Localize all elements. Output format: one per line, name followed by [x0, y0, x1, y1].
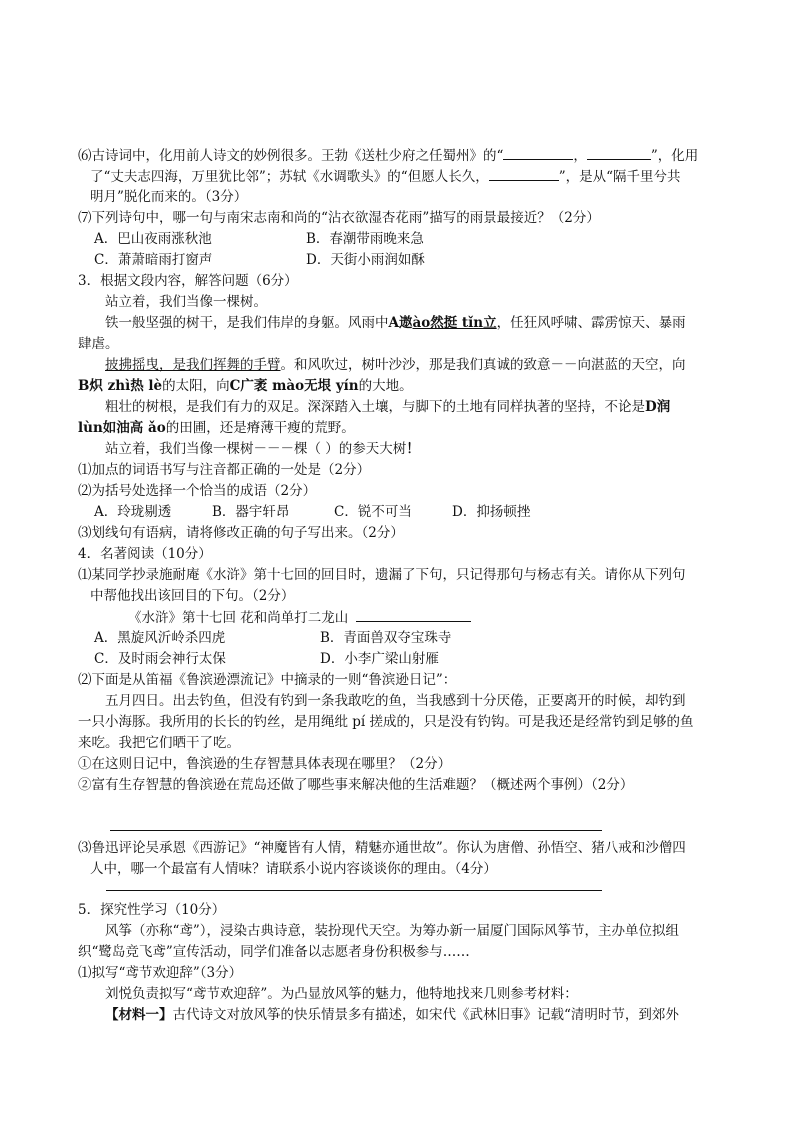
answer-blank[interactable]	[503, 145, 573, 160]
q7-option-b[interactable]: B．春潮带雨晚来急	[306, 231, 424, 247]
s4-diary-line4: ①在这则日记中，鲁滨逊的生存智慧具体表现在哪里？（2分）	[78, 756, 452, 772]
s3-para1: 站立着，我们当像一棵树。	[105, 294, 267, 310]
s4-diary-line1: 五月四日。出去钓鱼，但没有钓到一条我敢吃的鱼，当我感到十分厌倦，正要离开的时候，却钓到	[105, 693, 686, 709]
s3-para3-line1: 披拂摇曳，是我们挥舞的手臂。和风吹过，树叶沙沙，那是我们真诚的致意－－向湛蓝的天空，向	[105, 357, 686, 373]
q7-option-d[interactable]: D．天街小雨润如酥	[306, 252, 425, 268]
s3-para2-line2: 肆虐。	[78, 336, 119, 352]
s3-option-d[interactable]: D．抑扬顿挫	[452, 504, 531, 520]
s5-intro-line2: 织“鹭岛竞飞鸢”宣传活动，同学们准备以志愿者身份积极参与……	[78, 944, 470, 960]
s5-material-1: 【材料一】古代诗文对放风筝的快乐情景多有描述，如宋代《武林旧事》记载“清明时节，到郊外	[105, 1007, 679, 1023]
s4-option-d[interactable]: D．小李广梁山射雁	[320, 651, 439, 667]
s3-para4-line1: 粗壮的树根，是我们有力的双足。深深踏入土壤，与脚下的土地有同样执著的坚持，不论是D润	[105, 399, 671, 415]
s5-intro-line1: 风筝（亦称“鸢”），浸染古典诗意，装扮现代天空。为筹办新一届厦门国际风筝节，主办单位拟组	[105, 923, 680, 939]
s4-option-a[interactable]: A．黑旋风沂岭杀四虎	[94, 630, 226, 646]
s4-option-b[interactable]: B．青面兽双夺宝珠寺	[320, 630, 452, 646]
s5-q1: ⑴拟写“鸢节欢迎辞”（3分）	[78, 965, 243, 981]
s3-option-b[interactable]: B．器宇轩昂	[212, 504, 290, 520]
s4-chapter-line: 《水浒》第十七回 花和尚单打二龙山	[128, 607, 471, 628]
answer-blank[interactable]	[489, 166, 559, 181]
s5-q1-desc: 刘悦负责拟写“鸢节欢迎辞”。为凸显放风筝的魅力，他特地找来几则参考材料：	[105, 986, 578, 1002]
s3-sub3: ⑶划线句有语病，请将修改正确的句子写出来。（2分）	[78, 525, 404, 541]
q6-line1: ⑹古诗词中，化用前人诗文的妙例很多。王勃《送杜少府之任蜀州》的“ ， ”，化用	[78, 145, 698, 166]
s4-q2-stem: ⑵下面是从笛福《鲁滨逊漂流记》中摘录的一则“鲁滨逊日记”：	[78, 672, 457, 688]
answer-line[interactable]	[106, 890, 602, 891]
s3-para5: 站立着，我们当像一棵树－－－棵（ ）的参天大树！	[105, 441, 420, 457]
q7-option-a[interactable]: A．巴山夜雨涨秋池	[94, 231, 212, 247]
section3-title: 3．根据文段内容，解答问题（6分）	[78, 273, 298, 289]
s4-q1-line1: ⑴某同学抄录施耐庵《水浒》第十七回的回目时，遗漏了下句，只记得那句与杨志有关。请你从下列句	[78, 567, 686, 583]
answer-line[interactable]	[110, 830, 602, 831]
s3-sub1: ⑴加点的词语书写与注音都正确的一处是（2分）	[78, 462, 371, 478]
s4-q3-line1: ⑶鲁迅评论吴承恩《西游记》“神魔皆有人情，精魅亦通世故”。你认为唐僧、孙悟空、猪八戒和沙僧四	[78, 840, 686, 856]
q6-line2: 了“丈夫志四海，万里犹比邻”；苏轼《水调歌头》的“但愿人长久， ”，是从“隔千里兮共	[90, 166, 681, 187]
s4-option-c[interactable]: C．及时雨会神行太保	[94, 651, 226, 667]
section4-title: 4．名著阅读（10分）	[78, 546, 212, 562]
s4-q3-line2: 人中，哪一个最富有人情味？请联系小说内容谈谈你的理由。（4分）	[90, 861, 497, 877]
s3-para3-line2: B炽 zhì热 lè的太阳，向C广袤 mào无垠 yín的大地。	[78, 378, 413, 394]
s3-para4-line2: lùn如油高 ǎo的田圃，还是瘠薄干瘦的荒野。	[78, 420, 355, 436]
q7-stem: ⑺下列诗句中，哪一句与南宋志南和尚的“沾衣欲湿杏花雨”描写的雨景最接近？（2分）	[78, 210, 600, 226]
s4-diary-line3: 来吃。我把它们晒干了吃。	[78, 735, 240, 751]
q7-option-c[interactable]: C．萧萧暗雨打窗声	[94, 252, 213, 268]
s4-diary-line2: 一只小海豚。我所用的长长的钓丝，是用绳纰 pí 搓成的，只是没有钓钩。可是我还是经常钓到足够的鱼	[78, 714, 694, 730]
section5-title: 5．探究性学习（10分）	[78, 902, 226, 918]
s3-option-a[interactable]: A．玲珑剔透	[94, 504, 172, 520]
s3-option-c[interactable]: C．锐不可当	[334, 504, 412, 520]
answer-blank[interactable]	[356, 607, 471, 622]
s4-q2-sub1: ②富有生存智慧的鲁滨逊在荒岛还做了哪些事来解决他的生活难题？（概述两个事例）（2分）	[78, 777, 634, 793]
s4-q1-line2: 中帮他找出该回目的下句。（2分）	[90, 588, 295, 604]
s3-para2-line1: 铁一般坚强的树干，是我们伟岸的身躯。风雨中A遨ào然挺 tǐn立，任狂风呼啸、霹雳惊天、暴雨	[105, 315, 686, 331]
answer-blank[interactable]	[587, 145, 651, 160]
q6-line3: 明月”脱化而来的。（3分）	[90, 189, 248, 205]
s3-sub2: ⑵为括号处选择一个恰当的成语（2分）	[78, 483, 317, 499]
